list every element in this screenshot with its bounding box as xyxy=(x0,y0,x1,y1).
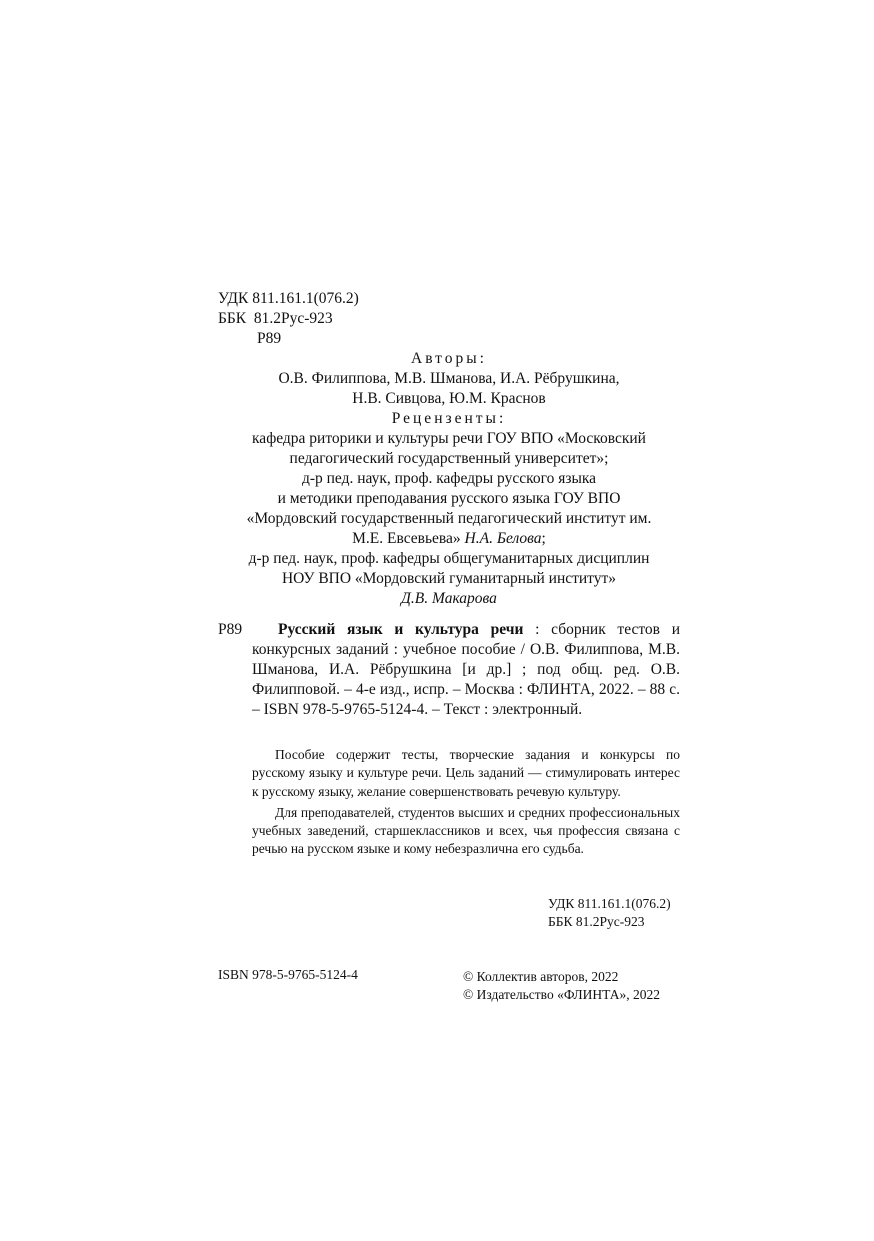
reviewer-2-line-2: и методики преподавания русского языка ГОУ ВПО xyxy=(277,490,621,507)
copyright-publisher: © Издательство «ФЛИНТА», 2022 xyxy=(463,987,660,1003)
bbk-code: ББК 81.2Рус-923 xyxy=(218,310,333,327)
reviewer-2-line-3: «Мордовский государственный педагогический институт им. xyxy=(246,510,652,527)
authors-line-1: О.В. Филиппова, М.В. Шманова, И.А. Рёбрушкина, xyxy=(278,370,620,387)
reviewer-2-line-1: д-р пед. наук, проф. кафедры русского языка xyxy=(301,470,597,487)
annotation-bbk: ББК 81.2Рус-923 xyxy=(548,914,645,930)
reviewer-2-line-4 xyxy=(218,529,680,549)
copyright-authors: © Коллектив авторов, 2022 xyxy=(463,969,619,984)
reviewer-3-line-2: НОУ ВПО «Мордовский гуманитарный институт» xyxy=(281,570,617,587)
reviewers-heading: Рецензенты: xyxy=(391,410,507,427)
annotation-udk: УДК 811.161.1(076.2) xyxy=(548,896,671,911)
reviewer-2-name: Н.А. Белова xyxy=(464,530,542,547)
annotation xyxy=(252,746,680,859)
catalog-codes xyxy=(218,289,418,349)
isbn: ISBN 978-5-9765-5124-4 xyxy=(218,967,358,982)
annotation-paragraph-2: Для преподавателей, студентов высших и средних профессиональных учебных заведений, старшеклассников и всех, чья профессия связана с речью на русском языке и кому небезразлична его судьба. xyxy=(252,804,680,857)
bibliographic-record xyxy=(252,620,680,720)
reviewer-1-line-1: кафедра риторики и культуры речи ГОУ ВПО «Московский xyxy=(252,430,646,447)
author-mark: Р89 xyxy=(257,330,282,347)
udk-code: УДК 811.161.1(076.2) xyxy=(218,290,359,307)
reviewer-3-name: Д.В. Макарова xyxy=(401,590,497,607)
annotation-codes xyxy=(548,895,688,932)
authors-line-2: Н.В. Сивцова, Ю.М. Краснов xyxy=(352,390,546,407)
reviewer-1-line-2: педагогический государственный университет»; xyxy=(289,450,609,467)
bib-code: Р89 xyxy=(218,621,243,638)
authors-heading: Авторы: xyxy=(411,350,487,367)
copyright xyxy=(463,968,693,1005)
reviewer-2-semicolon: ; xyxy=(541,530,546,547)
annotation-paragraph-1: Пособие содержит тесты, творческие задания и конкурсы по русскому языку и культуре речи. Цель заданий — стимулировать интерес к русскому языку, желание совершенствовать речевую культуру. xyxy=(252,747,680,799)
credits-block xyxy=(218,349,680,609)
reviewer-2-affil-end: М.Е. Евсевьева» xyxy=(352,530,465,547)
bib-description: : сборник тестов и конкурсных заданий : учебное пособие / О.В. Филиппова, М.В. Шманова, И.А. Рёбрушкина [и др.] ; под общ. ред. О.В. Филипповой. – 4-е изд., испр. – Москва : ФЛИНТА, 2022. – 88 с. – ISBN 978-5-9765-5124-4. – Текст : электронный. xyxy=(252,621,680,718)
reviewer-3-line-1: д-р пед. наук, проф. кафедры общегуманитарных дисциплин xyxy=(248,550,650,567)
book-title: Русский язык и культура речи xyxy=(278,621,524,638)
